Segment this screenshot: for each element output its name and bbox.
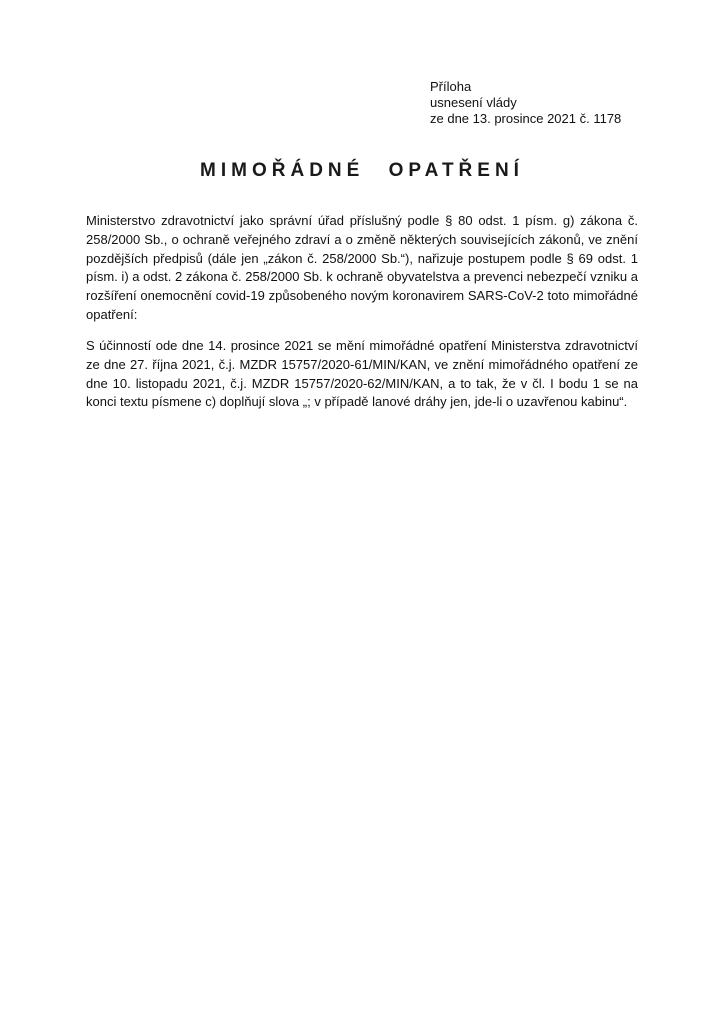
amendment-paragraph: S účinností ode dne 14. prosince 2021 se mění mimořádné opatření Ministerstva zdravotnictví ze dne 27. října 2021, č.j. MZDR 15757/2020-61/MIN/KAN, ve znění mimořádného opatření ze dne 10. listopadu 2021, č.j. MZDR 15757/2020-62/MIN/KAN, a to tak, že v čl. I bodu 1 se na konci textu písmene c) doplňují slova „; v případě lanové dráhy jen, jde-li o uzavřenou kabinu“. [86,338,638,410]
attachment-resolution: usnesení vlády [430,95,517,110]
attachment-label: Příloha [430,79,472,94]
intro-paragraph: Ministerstvo zdravotnictví jako správní úřad příslušný podle § 80 odst. 1 písm. g) zákona č. 258/2000 Sb., o ochraně veřejného zdraví a o změně některých souvisejících zákonů, ve znění pozdějších předpisů (dále jen „zákon č. 258/2000 Sb.“), nařizuje postupem podle § 69 odst. 1 písm. i) a odst. 2 zákona č. 258/2000 Sb. k ochraně obyvatelstva a prevenci nebezpečí vzniku a rozšíření onemocnění covid-19 způsobeného novým koronavirem SARS-CoV-2 toto mimořádné opatření: [86,213,638,322]
attachment-date: ze dne 13. prosince 2021 č. 1178 [430,111,622,126]
document-title: MIMOŘÁDNÉ OPATŘENÍ [200,160,524,181]
attachment-note [430,79,621,127]
